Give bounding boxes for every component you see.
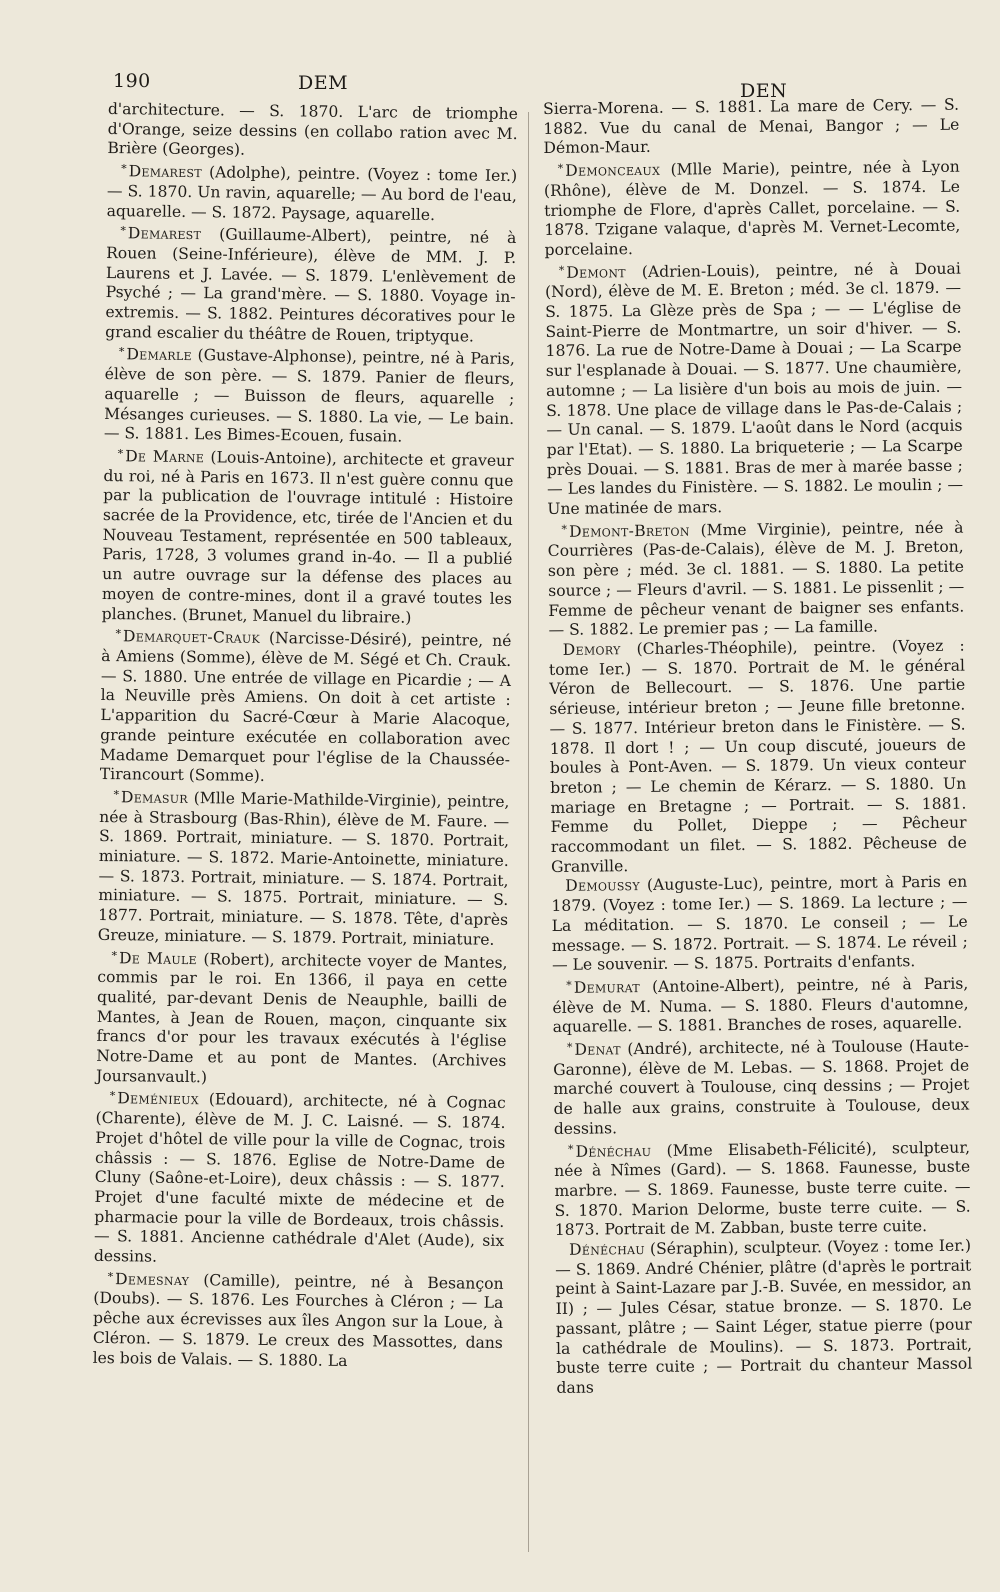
left-column [93,100,518,1373]
entry-text: (Mme Elisabeth-Félicité), sculpteur, née à Nîmes (Gard). — S. 1868. Faunesse, buste marbre. — S. 1869. Faunesse, buste terre cuite. — S. 1870. Marion Delorme, buste terre cuite. — S. 1873. Portrait de M. Zabban, buste terre cuite. [554,1138,971,1240]
right-column [543,96,973,1399]
entry-text: (Auguste-Luc), peintre, mort à Paris en 1879. (Voyez : tome Ier.) — S. 1869. La lecture ; — La méditation. — S. 1870. Le conseil ; — Le message. — S. 1872. Portrait. — S. 1874. Le réveil ; — Le souvenir. — S. 1875. Portraits d'enfants. [551,873,968,975]
entry-asterisk: * [107,1269,114,1283]
dictionary-entry [96,945,508,1091]
entry-name: Demarest [128,162,203,182]
running-head-left: DEM [298,72,349,94]
entry-text: (Antoine-Albert), peintre, né à Paris, élève de M. Numa. — S. 1880. Fleurs d'automne, aquarelle. — S. 1881. Branches de roses, aquarelle. [552,974,969,1037]
entry-text: (Mme Virginie), peintre, née à Courrières (Pas-de-Calais), élève de M. J. Breton, son père ; méd. 3e cl. 1881. — S. 1880. La petite source ; — Fleurs d'avril. — S. 1881. Le pissenlit ; — Femme de pêcheur venant de baigner ses enfants. — S. 1882. Le premier pas ; — La famille. [547,518,965,640]
entry-text: (Camille), peintre, né à Besançon (Doubs). — S. 1876. Les Fourches à Cléron ; — La pêche aux écrevisses aux îles Angon sur la Loue, à Cléron. — S. 1879. Le creux des Massottes, dans les bois de Valais. — S. 1880. La [92,1271,504,1370]
entry-asterisk: * [557,161,564,175]
entry-text: (Edouard), architecte, né à Cognac (Charente), élève de M. J. C. Laisné. — S. 1874. Projet d'hôtel de ville pour la ville de Cognac, trois châssis : — S. 1876. Eglise de Notre-Dame de Cluny (Saône-et-Loire), deux châssis : — S. 1877. Projet d'une faculté mixte de médecine et de pharmacie pour la ville de Bordeaux, trois châssis. — S. 1881. Ancienne cathédrale d'Alet (Aude), six dessins. [93,1090,506,1266]
entry-asterisk: * [567,1142,574,1156]
entry-name: Demont [566,262,626,282]
entry-text: (Séraphin), sculpteur. (Voyez : tome Ier.) — S. 1869. André Chénier, plâtre (d'après le portrait peint à Saint-Lazare par J.-B. Suvée, en messidor, an II) ; — Jules César, statue bronze. — S. 1870. Le passant, plâtre ; — Saint Léger, statue pierre (pour la cathédrale de Moulins). — S. 1873. Portrait, buste terre cuite ; — Portrait du chanteur Massol dans [555,1236,973,1397]
entry-name: Demesnay [114,1269,190,1289]
entry-text: (Adolphe), peintre. (Voyez : tome Ier.) — S. 1870. Un ravin, aquarelle; — Au bord de l'eau, aquarelle. — S. 1872. Paysage, aquarelle. [106,163,518,224]
entry-text: (Guillaume-Albert), peintre, né à Rouen (Seine-Inférieure), élève de MM. J. P. Laurens et J. Lavée. — S. 1879. L'enlèvement de Psyché ; — La grand'mère. — S. 1880. Voyage in-extremis. — S. 1882. Peintures décoratives pour le grand escalier du théâtre de Rouen, triptyque. [105,225,517,346]
entry-name: Demory [562,640,621,659]
entry-text: (Adrien-Louis), peintre, né à Douai (Nord), élève de M. E. Breton ; méd. 3e cl. 1879. — S. 1875. La Glèze près de Spa ; — — L'église de Saint-Pierre de Montmartre, un soir d'hiver. — S. 1876. La rue de Notre-Dame à Douai ; — La Scarpe sur l'esplanade à Douai. — S. 1877. Une chaumière, automne ; — La lisière d'un bois au mois de juin. — S. 1878. Une place de village dans le Pas-de-Calais ; — Un canal. — S. 1879. L'août dans le Nord (acquis par l'Etat). — S. 1880. La briqueterie ; — La Scarpe près Douai. — S. 1881. Bras de mer à marée basse ; — Les landes du Finistère. — S. 1882. Le moulin ; — Une matinée de mars. [544,259,964,519]
dictionary-entry [105,221,516,347]
entry-name: De Maule [118,948,198,968]
dictionary-entry [100,624,512,790]
entry-name: Denat [574,1040,621,1059]
entry-name: Demarest [127,224,202,244]
entry-asterisk: * [566,1040,573,1054]
entry-asterisk: * [120,224,126,238]
dictionary-entry [107,100,518,164]
entry-text: (André), architecte, né à Toulouse (Haute-Garonne), élève de M. Lebas. — S. 1868. Projet de marché couvert à Toulouse, cinq dessins ; — Projet de halle aux grains, construite à Toulouse, deux dessins. [553,1036,970,1138]
dictionary-entry [549,637,967,878]
dictionary-entry [102,444,514,629]
entry-asterisk: * [121,162,127,176]
dictionary-entry [107,159,518,226]
entry-asterisk: * [558,263,565,277]
dictionary-entry [543,96,960,159]
dictionary-entry [104,342,515,449]
entry-text: Sierra-Morena. — S. 1881. La mare de Cery. — S. 1882. Vue du canal de Menai, Bangor ; — Le Démon-Maur. [543,95,960,158]
entry-asterisk: * [118,345,125,359]
entry-name: Demasur [120,788,189,807]
entry-asterisk: * [109,1089,116,1103]
entry-name: Demonceaux [565,160,661,180]
dictionary-entry [552,972,969,1038]
dictionary-entry [98,785,510,951]
entry-text: (Gustave-Alphonse), peintre, né à Paris, élève de son père. — S. 1879. Panier de fleurs, aquarelle ; — Buisson de fleurs, aquarelle ; Mésanges curieuses. — S. 1880. La vie, — Le bain. — S. 1881. Les Bimes-Ecouen, fusain. [103,346,515,446]
running-head-right: DEN [740,80,788,102]
entry-name: Deménieux [117,1089,200,1109]
entry-name: Demurat [573,977,641,997]
entry-asterisk: * [111,948,118,962]
dictionary-entry [547,515,964,641]
dictionary-entry [544,155,961,261]
entry-text: d'architecture. — S. 1870. L'arc de triomphe d'Orange, seize dessins (en collabo ration avec M. Brière (Georges). [107,100,518,160]
entry-text: (Narcisse-Désiré), peintre, né à Amiens (Somme), élève de M. Ségé et Ch. Crauk. — S. 1880. Une entrée de village en Picardie ; — A la Neuville près Amiens. On doit à cet artiste : L'apparition du Sacré-Cœur à Marie Alacoque, grande peinture exécutée en collaboration avec Madame Demarquet pour l'église de la Chaussée-Tirancourt (Somme). [99,629,512,786]
entry-name: De Marne [125,447,205,467]
column-divider [528,112,529,1552]
page-number: 190 [113,70,151,92]
entry-asterisk: * [115,627,122,641]
entry-name: Dénéchau [575,1141,652,1161]
dictionary-entry [553,1034,970,1140]
dictionary-entry [555,1237,973,1399]
entry-name: Demoussy [565,876,640,896]
entry-text: (Charles-Théophile), peintre. (Voyez : tome Ier.) — S. 1870. Portrait de M. le général Véron de Bellecourt. — S. 1876. Une partie sérieuse, intérieur breton ; — Jeune fille bretonne. — S. 1877. Intérieur breton dans le Finistère. — S. 1878. Il dort ! ; — Un coup discuté, joueurs de boules à Pont-Aven. — S. 1879. Un vieux conteur breton ; — Le chemin de Kérarz. — S. 1880. Un mariage en Bretagne ; — Portrait. — S. 1881. Femme du Pollet, Dieppe ; — Pêcheur raccommodant un filet. — S. 1882. Pêcheuse de Granville. [548,636,967,876]
dictionary-entry [545,256,964,519]
entry-asterisk: * [566,978,572,992]
entry-text: (Robert), architecte voyer de Mantes, commis par le roi. En 1366, il paya en cette qualité, par-devant Denis de Neauphle, bailli de Mantes, à Jean de Rouen, maçon, cinquante six francs d'or pour les travaux exécutés à l'église Notre-Dame et au pont de Mantes. (Archives Joursanvault.) [95,949,508,1087]
entry-text: (Mlle Marie-Mathilde-Virginie), peintre, née à Strasbourg (Bas-Rhin), élève de M. Faure. — S. 1869. Portrait, miniature. — S. 1870. Portrait, miniature. — S. 1872. Marie-Antoinette, miniature. — S. 1873. Portrait, miniature. — S. 1874. Portrait, miniature. — S. 1875. Portrait, miniature. — S. 1877. Portrait, miniature. — S. 1878. Tête, d'après Greuze, miniature. — S. 1879. Portrait, miniature. [97,789,510,949]
entry-asterisk: * [561,522,568,536]
entry-name: Demont-Breton [568,521,690,541]
entry-text: (Mlle Marie), peintre, née à Lyon (Rhône), élève de M. Donzel. — S. 1874. Le triomphe de Flore, d'après Callet, porcelaine. — S. 1878. Tzigane valaque, d'après M. Vernet-Lecomte, porcelaine. [543,157,961,259]
entry-name: Demarquet-Crauk [122,627,261,648]
dictionary-entry [554,1135,971,1241]
dictionary-entry [551,873,968,976]
dictionary-entry [93,1267,504,1374]
entry-asterisk: * [117,447,124,461]
entry-name: Dénéchau [568,1240,645,1259]
entry-text: (Louis-Antoine), architecte et graveur du roi, né à Paris en 1673. Il n'est guère connu que par la publication de l'ouvrage intitulé : Histoire sacrée de la Providence, etc, tirée de l'Ancien et du Nouveau Testament, représentée en 500 tableaux, Paris, 1728, 3 volumes grand in-4o. — Il a publié un autre ouvrage sur la défense des places au moyen de contre-mines, dont il a gravé toutes les planches. (Brunet, Manuel du libraire.) [101,448,514,627]
dictionary-entry [94,1086,506,1271]
entry-name: Demarle [126,345,192,365]
entry-asterisk: * [113,788,120,802]
